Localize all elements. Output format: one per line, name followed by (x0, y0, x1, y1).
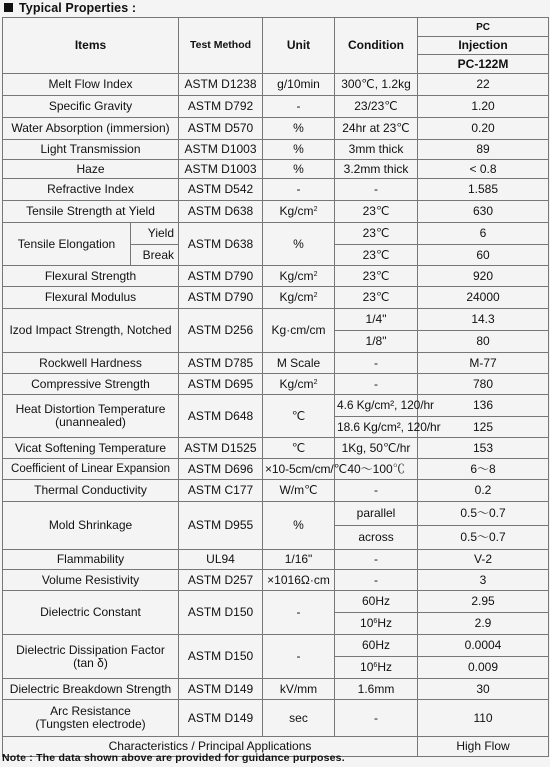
method-cell: ASTM D150 (179, 635, 263, 679)
table-row (3, 179, 549, 201)
value-cell: 2.9 (418, 613, 549, 635)
table-row (3, 700, 549, 737)
footnote: Note : The data shown above are provided for guidance purposes. (2, 752, 345, 764)
unit-cell: - (263, 179, 335, 201)
unit-cell: $Kg/cm^2$ (263, 287, 335, 309)
method-cell: ASTM D790 (179, 287, 263, 309)
method-cell: ASTM D648 (179, 395, 263, 438)
method-cell: UL94 (179, 550, 263, 570)
table-row (3, 140, 549, 160)
value-cell: 125 (418, 417, 549, 438)
table-row (3, 570, 549, 591)
method-cell: ASTM D149 (179, 679, 263, 700)
item-cell: Refractive Index (3, 179, 179, 201)
value-cell: 80 (418, 331, 549, 353)
header-grade: PC-122M (418, 55, 549, 74)
value-cell: V-2 (418, 550, 549, 570)
unit-cell: sec (263, 700, 335, 737)
unit-cell: ×1016Ω·cm (263, 570, 335, 591)
value-cell: 0.20 (418, 118, 549, 140)
method-cell: ASTM D696 (179, 459, 263, 480)
table-row (3, 160, 549, 179)
condition-cell: 60Hz (335, 591, 418, 613)
unit-cell: kV/mm (263, 679, 335, 700)
condition-cell: - (335, 480, 418, 502)
item-cell: Dielectric Constant (3, 591, 179, 635)
condition-cell: 1Kg, 50℃/hr (335, 438, 418, 459)
table-row (3, 353, 549, 374)
method-cell: ASTM D256 (179, 309, 263, 353)
unit-cell: 1/16" (263, 550, 335, 570)
value-cell: 1.585 (418, 179, 549, 201)
applications-value: High Flow (418, 737, 549, 757)
unit-cell: $Kg/cm^2$ (263, 266, 335, 287)
method-cell: ASTM D1525 (179, 438, 263, 459)
condition-cell: 3mm thick (335, 140, 418, 160)
condition-cell: 3.2mm thick (335, 160, 418, 179)
method-cell: ASTM C177 (179, 480, 263, 502)
item-cell: Arc Resistance (Tungsten electrode) (3, 700, 179, 737)
condition-cell: 1/8" (335, 331, 418, 353)
condition-cell: 18.6 Kg/cm², 120/hr (335, 417, 418, 438)
table-row (3, 118, 549, 140)
value-cell: 2.95 (418, 591, 549, 613)
unit-cell: M Scale (263, 353, 335, 374)
table-row (3, 679, 549, 700)
condition-cell: 1/4" (335, 309, 418, 331)
condition-cell: 40～100℃ (335, 459, 418, 480)
item-cell: Vicat Softening Temperature (3, 438, 179, 459)
method-cell: ASTM D150 (179, 591, 263, 635)
unit-cell: % (263, 140, 335, 160)
item-cell: Coefficient of Linear Expansion (3, 459, 179, 480)
item-cell: Volume Resistivity (3, 570, 179, 591)
value-cell: M-77 (418, 353, 549, 374)
unit-cell: g/10min (263, 74, 335, 96)
table-row (3, 480, 549, 502)
condition-cell: 24hr at 23℃ (335, 118, 418, 140)
section-title: Typical Properties : (4, 0, 136, 16)
value-cell: 6～8 (418, 459, 549, 480)
method-cell: ASTM D638 (179, 223, 263, 266)
method-cell: ASTM D1003 (179, 160, 263, 179)
value-cell: 630 (418, 201, 549, 223)
condition-cell: across (335, 526, 418, 550)
table-row (3, 201, 549, 223)
header-unit: Unit (263, 18, 335, 74)
value-cell: 89 (418, 140, 549, 160)
condition-cell: - (335, 570, 418, 591)
method-cell: ASTM D790 (179, 266, 263, 287)
item-cell: Haze (3, 160, 179, 179)
table-row (3, 550, 549, 570)
value-cell: 0.2 (418, 480, 549, 502)
sub-item-cell: Break (131, 245, 179, 266)
value-cell: 14.3 (418, 309, 549, 331)
value-cell: 153 (418, 438, 549, 459)
header-process: Injection (418, 37, 549, 55)
method-cell: ASTM D792 (179, 96, 263, 118)
unit-cell: $Kg/cm^2$ (263, 201, 335, 223)
condition-cell: - (335, 179, 418, 201)
item-cell: Flexural Strength (3, 266, 179, 287)
table-row (3, 74, 549, 96)
value-cell: 136 (418, 395, 549, 417)
table-row (3, 96, 549, 118)
condition-cell: $10^6Hz$ (335, 613, 418, 635)
method-cell: ASTM D149 (179, 700, 263, 737)
condition-cell: 4.6 Kg/cm², 120/hr (335, 395, 418, 417)
table-row (3, 459, 549, 480)
condition-cell: - (335, 550, 418, 570)
value-cell: 60 (418, 245, 549, 266)
item-cell: Tensile Elongation (3, 223, 131, 266)
table-row (3, 266, 549, 287)
item-cell: Flexural Modulus (3, 287, 179, 309)
condition-cell: - (335, 374, 418, 395)
item-cell: Tensile Strength at Yield (3, 201, 179, 223)
table-row (3, 374, 549, 395)
value-cell: 3 (418, 570, 549, 591)
value-cell: 780 (418, 374, 549, 395)
condition-cell: 23℃ (335, 287, 418, 309)
condition-cell: 23℃ (335, 201, 418, 223)
condition-cell: - (335, 700, 418, 737)
header-test-method: Test Method (179, 18, 263, 74)
unit-cell: ℃ (263, 438, 335, 459)
table-row (3, 309, 549, 331)
method-cell: ASTM D570 (179, 118, 263, 140)
header-material: PC (418, 18, 549, 37)
value-cell: 920 (418, 266, 549, 287)
table-row (3, 395, 549, 417)
item-cell: Heat Distortion Temperature (unannealed) (3, 395, 179, 438)
condition-cell: parallel (335, 502, 418, 526)
item-cell: Rockwell Hardness (3, 353, 179, 374)
condition-cell: 60Hz (335, 635, 418, 657)
condition-cell: 23℃ (335, 266, 418, 287)
item-cell: Dielectric Dissipation Factor (tan δ) (3, 635, 179, 679)
method-cell: ASTM D542 (179, 179, 263, 201)
value-cell: 1.20 (418, 96, 549, 118)
item-cell: Mold Shrinkage (3, 502, 179, 550)
method-cell: ASTM D1238 (179, 74, 263, 96)
table-row (3, 438, 549, 459)
unit-cell: - (263, 635, 335, 679)
condition-cell: 300℃, 1.2kg (335, 74, 418, 96)
unit-cell: ℃ (263, 395, 335, 438)
condition-cell: $10^6Hz$ (335, 657, 418, 679)
unit-cell: - (263, 591, 335, 635)
table-row (3, 635, 549, 657)
item-cell: Flammability (3, 550, 179, 570)
unit-cell: % (263, 118, 335, 140)
header-condition: Condition (335, 18, 418, 74)
item-cell: Thermal Conductivity (3, 480, 179, 502)
table-row (3, 502, 549, 526)
method-cell: ASTM D695 (179, 374, 263, 395)
condition-cell: 23℃ (335, 223, 418, 245)
unit-cell: - (263, 96, 335, 118)
table-row (3, 287, 549, 309)
properties-table (2, 17, 549, 757)
value-cell: < 0.8 (418, 160, 549, 179)
method-cell: ASTM D1003 (179, 140, 263, 160)
method-cell: ASTM D955 (179, 502, 263, 550)
item-cell: Specific Gravity (3, 96, 179, 118)
unit-cell: W/m℃ (263, 480, 335, 502)
method-cell: ASTM D257 (179, 570, 263, 591)
value-cell: 0.0004 (418, 635, 549, 657)
method-cell: ASTM D638 (179, 201, 263, 223)
unit-cell: % (263, 223, 335, 266)
value-cell: 24000 (418, 287, 549, 309)
square-bullet-icon (4, 3, 13, 12)
item-cell: Izod Impact Strength, Notched (3, 309, 179, 353)
value-cell: 22 (418, 74, 549, 96)
table-row (3, 591, 549, 613)
item-cell: Light Transmission (3, 140, 179, 160)
header-items: Items (3, 18, 179, 74)
unit-cell: % (263, 160, 335, 179)
condition-cell: 23/23℃ (335, 96, 418, 118)
condition-cell: 1.6mm (335, 679, 418, 700)
value-cell: 6 (418, 223, 549, 245)
unit-cell: Kg·cm/cm (263, 309, 335, 353)
item-cell: Melt Flow Index (3, 74, 179, 96)
value-cell: 0.009 (418, 657, 549, 679)
value-cell: 0.5～0.7 (418, 526, 549, 550)
method-cell: ASTM D785 (179, 353, 263, 374)
table-row (3, 223, 549, 245)
applications-label: Characteristics / Principal Applications (3, 737, 418, 757)
unit-cell: ×10-5cm/cm/℃ (263, 459, 335, 480)
unit-cell: % (263, 502, 335, 550)
unit-cell: $Kg/cm^2$ (263, 374, 335, 395)
item-cell: Water Absorption (immersion) (3, 118, 179, 140)
sub-item-cell: Yield (131, 223, 179, 245)
value-cell: 110 (418, 700, 549, 737)
value-cell: 0.5～0.7 (418, 502, 549, 526)
condition-cell: - (335, 353, 418, 374)
condition-cell: 23℃ (335, 245, 418, 266)
value-cell: 30 (418, 679, 549, 700)
item-cell: Dielectric Breakdown Strength (3, 679, 179, 700)
item-cell: Compressive Strength (3, 374, 179, 395)
